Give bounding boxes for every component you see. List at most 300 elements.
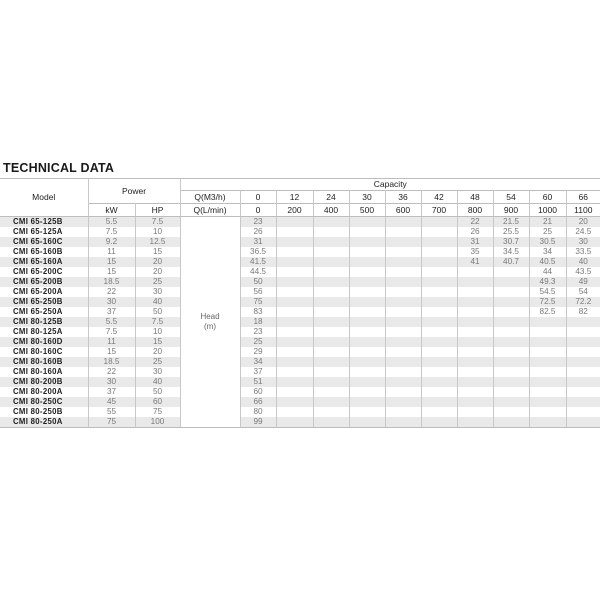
- head-value-cell: 56: [240, 287, 276, 297]
- head-value-cell: [421, 277, 457, 287]
- head-value-cell: [385, 237, 421, 247]
- model-cell: CMI 80-160D: [0, 337, 88, 347]
- head-value-cell: [349, 397, 385, 407]
- hp-cell: 15: [135, 247, 180, 257]
- head-value-cell: [313, 297, 349, 307]
- head-value-cell: [385, 347, 421, 357]
- kw-cell: 5.5: [88, 317, 135, 327]
- head-value-cell: 72.2: [566, 297, 600, 307]
- head-value-cell: [421, 267, 457, 277]
- technical-data-table: [0, 178, 600, 428]
- head-value-cell: [457, 367, 493, 377]
- head-value-cell: [421, 317, 457, 327]
- head-value-cell: 41: [457, 257, 493, 267]
- head-value-cell: [529, 377, 566, 387]
- head-value-cell: [529, 397, 566, 407]
- hp-cell: 15: [135, 337, 180, 347]
- model-cell: CMI 65-125B: [0, 217, 88, 228]
- kw-cell: 11: [88, 247, 135, 257]
- head-value-cell: [421, 247, 457, 257]
- head-value-cell: [276, 347, 313, 357]
- head-value-cell: [566, 387, 600, 397]
- q-m3h-value: 0: [240, 191, 276, 204]
- head-value-cell: 49.3: [529, 277, 566, 287]
- hp-header: HP: [135, 204, 180, 217]
- head-value-cell: 36.5: [240, 247, 276, 257]
- table-row: [0, 277, 600, 287]
- head-value-cell: [276, 247, 313, 257]
- head-value-cell: [349, 307, 385, 317]
- head-value-cell: [457, 397, 493, 407]
- head-value-cell: 30.5: [529, 237, 566, 247]
- head-value-cell: [566, 407, 600, 417]
- head-value-cell: [276, 407, 313, 417]
- hp-cell: 7.5: [135, 317, 180, 327]
- head-value-cell: [349, 277, 385, 287]
- head-value-cell: [313, 367, 349, 377]
- head-value-cell: 30: [566, 237, 600, 247]
- kw-cell: 75: [88, 417, 135, 428]
- head-value-cell: [313, 227, 349, 237]
- model-cell: CMI 65-200B: [0, 277, 88, 287]
- head-value-cell: [421, 237, 457, 247]
- model-cell: CMI 65-250B: [0, 297, 88, 307]
- head-value-cell: [421, 367, 457, 377]
- q-m3h-value: 54: [493, 191, 529, 204]
- table-row: [0, 347, 600, 357]
- head-value-cell: [457, 297, 493, 307]
- head-value-cell: [421, 407, 457, 417]
- kw-cell: 22: [88, 367, 135, 377]
- head-value-cell: [421, 287, 457, 297]
- head-value-cell: [349, 317, 385, 327]
- table-row: [0, 227, 600, 237]
- head-value-cell: [313, 247, 349, 257]
- q-lmin-value: 800: [457, 204, 493, 217]
- hp-cell: 100: [135, 417, 180, 428]
- model-header: Model: [0, 179, 88, 217]
- head-value-cell: [349, 237, 385, 247]
- head-value-cell: 40.5: [529, 257, 566, 267]
- head-value-cell: [385, 257, 421, 267]
- table-row: [0, 337, 600, 347]
- q-lmin-value: 200: [276, 204, 313, 217]
- hp-cell: 75: [135, 407, 180, 417]
- head-value-cell: [385, 407, 421, 417]
- head-value-cell: 54.5: [529, 287, 566, 297]
- head-value-cell: [385, 297, 421, 307]
- model-cell: CMI 65-200C: [0, 267, 88, 277]
- head-value-cell: [457, 317, 493, 327]
- head-value-cell: [349, 217, 385, 228]
- table-row: [0, 357, 600, 367]
- table-row: [0, 217, 600, 228]
- head-value-cell: [349, 407, 385, 417]
- head-value-cell: [421, 377, 457, 387]
- head-value-cell: [313, 307, 349, 317]
- head-value-cell: [313, 317, 349, 327]
- head-value-cell: 40.7: [493, 257, 529, 267]
- head-value-cell: 60: [240, 387, 276, 397]
- head-value-cell: [493, 347, 529, 357]
- head-value-cell: [349, 257, 385, 267]
- head-value-cell: 44: [529, 267, 566, 277]
- head-value-cell: 33.5: [575, 247, 592, 256]
- head-value-cell: [349, 387, 385, 397]
- head-value-cell: [313, 277, 349, 287]
- head-value-cell: [493, 417, 529, 428]
- head-value-cell: [385, 397, 421, 407]
- head-value-cell: 82: [578, 307, 588, 316]
- hp-cell: 10: [135, 227, 180, 237]
- head-value-cell: [385, 387, 421, 397]
- head-value-cell: 99: [240, 417, 276, 428]
- head-value-cell: 34: [240, 357, 276, 367]
- head-value-cell: [349, 227, 385, 237]
- head-value-cell: [349, 377, 385, 387]
- table-row: [0, 247, 600, 257]
- head-value-cell: [349, 327, 385, 337]
- head-value-cell: [493, 317, 529, 327]
- table-row: [0, 417, 600, 428]
- q-m3h-value: 12: [276, 191, 313, 204]
- head-value-cell: [529, 387, 566, 397]
- head-value-cell: [276, 397, 313, 407]
- head-value-cell: [385, 267, 421, 277]
- model-cell: CMI 80-160C: [0, 347, 88, 357]
- kw-cell: 45: [88, 397, 135, 407]
- model-cell: CMI 80-250B: [0, 407, 88, 417]
- head-value-cell: [457, 347, 493, 357]
- head-value-cell: 49: [566, 277, 600, 287]
- head-value-cell: [385, 277, 421, 287]
- head-value-cell: [349, 347, 385, 357]
- q-m3h-value: 48: [457, 191, 493, 204]
- head-value-cell: 66: [240, 397, 276, 407]
- head-value-cell: 34.5: [493, 247, 529, 257]
- head-value-cell: [313, 357, 349, 367]
- head-value-cell: [385, 307, 421, 317]
- head-value-cell: 80: [240, 407, 276, 417]
- head-value-cell: [529, 407, 566, 417]
- table-row: [0, 287, 600, 297]
- head-value-cell: [276, 227, 313, 237]
- head-value-cell: 50: [240, 277, 276, 287]
- head-value-cell: [457, 407, 493, 417]
- model-cell: CMI 80-125A: [0, 327, 88, 337]
- head-value-cell: 18: [240, 317, 276, 327]
- model-cell: CMI 80-160B: [0, 357, 88, 367]
- head-value-cell: [421, 257, 457, 267]
- model-cell: CMI 65-160C: [0, 237, 88, 247]
- head-value-cell: [493, 327, 529, 337]
- table-row: [0, 397, 600, 407]
- hp-cell: 7.5: [135, 217, 180, 228]
- head-value-cell: 35: [457, 247, 493, 257]
- head-value-cell: [493, 307, 529, 317]
- capacity-header: Capacity: [180, 179, 600, 191]
- table-row: [0, 297, 600, 307]
- head-value-cell: [529, 357, 566, 367]
- hp-cell: 40: [135, 377, 180, 387]
- model-cell: CMI 65-160B: [0, 247, 88, 257]
- head-value-cell: [421, 397, 457, 407]
- head-value-cell: [457, 377, 493, 387]
- head-value-cell: [385, 287, 421, 297]
- q-m3h-value: 66: [566, 191, 600, 204]
- table-row: [0, 387, 600, 397]
- hp-cell: 40: [135, 297, 180, 307]
- head-value-cell: 51: [240, 377, 276, 387]
- head-value-cell: [276, 357, 313, 367]
- model-cell: CMI 65-160A: [0, 257, 88, 267]
- page-title: TECHNICAL DATA: [3, 161, 115, 175]
- head-value-cell: [566, 377, 600, 387]
- q-m3h-value: 42: [421, 191, 457, 204]
- head-value-cell: [457, 327, 493, 337]
- kw-header: kW: [88, 204, 135, 217]
- head-value-cell: 25.5: [493, 227, 529, 237]
- head-value-cell: [313, 387, 349, 397]
- kw-cell: 37: [88, 307, 135, 317]
- kw-cell: 30: [88, 297, 135, 307]
- q-lmin-value: 1000: [529, 204, 566, 217]
- head-value-cell: [276, 417, 313, 428]
- head-value-cell: [529, 327, 566, 337]
- head-value-cell: 31: [240, 237, 276, 247]
- head-value-cell: [349, 247, 385, 257]
- head-value-cell: [313, 237, 349, 247]
- kw-cell: 22: [88, 287, 135, 297]
- head-value-cell: [493, 287, 529, 297]
- head-value-cell: [276, 217, 313, 228]
- hp-cell: 10: [135, 327, 180, 337]
- kw-cell: 11: [88, 337, 135, 347]
- head-value-cell: [493, 387, 529, 397]
- hp-cell: 25: [135, 357, 180, 367]
- head-value-cell: [276, 317, 313, 327]
- head-value-cell: [385, 247, 421, 257]
- q-m3h-value: 30: [349, 191, 385, 204]
- head-value-cell: [421, 387, 457, 397]
- head-value-cell: [457, 417, 493, 428]
- head-value-cell: [349, 367, 385, 377]
- model-cell: CMI 65-250A: [0, 307, 88, 317]
- head-value-cell: [566, 357, 600, 367]
- head-value-cell: [349, 297, 385, 307]
- kw-cell: 9.2: [88, 237, 135, 247]
- head-value-cell: [529, 337, 566, 347]
- head-value-cell: 26: [457, 227, 493, 237]
- kw-cell: 15: [88, 257, 135, 267]
- head-value-cell: [276, 237, 313, 247]
- head-value-cell: [566, 397, 600, 407]
- head-value-cell: [421, 357, 457, 367]
- head-value-cell: [313, 287, 349, 297]
- head-value-cell: [349, 287, 385, 297]
- model-cell: CMI 80-160A: [0, 367, 88, 377]
- kw-cell: 15: [88, 267, 135, 277]
- kw-cell: 7.5: [88, 327, 135, 337]
- head-value-cell: [313, 257, 349, 267]
- hp-cell: 12.5: [135, 237, 180, 247]
- hp-cell: 50: [135, 387, 180, 397]
- head-value-cell: 41.5: [240, 257, 276, 267]
- head-value-cell: 43.5: [575, 267, 592, 276]
- head-value-cell: [385, 377, 421, 387]
- hp-cell: 30: [135, 287, 180, 297]
- head-value-cell: 23: [240, 217, 276, 228]
- head-value-cell: [385, 227, 421, 237]
- head-value-cell: [276, 277, 313, 287]
- head-value-cell: 54: [578, 287, 588, 296]
- table-row: [0, 267, 600, 277]
- head-value-cell: [385, 367, 421, 377]
- head-value-cell: [529, 317, 566, 327]
- head-value-cell: [493, 337, 529, 347]
- head-value-cell: [421, 347, 457, 357]
- head-value-cell: [385, 317, 421, 327]
- q-lmin-value: 700: [421, 204, 457, 217]
- head-value-cell: [385, 327, 421, 337]
- head-value-cell: [529, 367, 566, 377]
- head-value-cell: 20: [566, 217, 600, 228]
- head-value-cell: [421, 227, 457, 237]
- head-value-cell: [349, 357, 385, 367]
- table-row: [0, 407, 600, 417]
- head-value-cell: [493, 397, 529, 407]
- model-cell: CMI 65-125A: [0, 227, 88, 237]
- head-value-cell: 30.7: [493, 237, 529, 247]
- head-value-cell: [457, 267, 493, 277]
- head-value-cell: [421, 417, 457, 428]
- head-value-cell: 25: [240, 337, 276, 347]
- kw-cell: 18.5: [88, 357, 135, 367]
- hp-cell: 30: [135, 367, 180, 377]
- head-value-cell: [276, 307, 313, 317]
- q-lmin-value: 600: [385, 204, 421, 217]
- table-row: [0, 367, 600, 377]
- head-value-cell: [457, 287, 493, 297]
- head-value-cell: [493, 297, 529, 307]
- head-value-cell: [385, 417, 421, 428]
- model-cell: CMI 80-200A: [0, 387, 88, 397]
- head-value-cell: [313, 377, 349, 387]
- model-cell: CMI 80-200B: [0, 377, 88, 387]
- table-row: [0, 327, 600, 337]
- head-value-cell: [276, 257, 313, 267]
- head-value-cell: [313, 417, 349, 428]
- head-value-cell: 34: [529, 247, 566, 257]
- head-value-cell: 24.5: [575, 227, 592, 236]
- head-value-cell: [313, 337, 349, 347]
- power-header: Power: [88, 179, 180, 204]
- head-value-cell: [276, 297, 313, 307]
- head-value-cell: [276, 367, 313, 377]
- q-lmin-value: 500: [349, 204, 385, 217]
- head-value-cell: [493, 367, 529, 377]
- q-lmin-value: 0: [240, 204, 276, 217]
- head-value-cell: 31: [457, 237, 493, 247]
- head-value-cell: 44.5: [240, 267, 276, 277]
- head-value-cell: [457, 277, 493, 287]
- head-value-cell: 21: [529, 217, 566, 228]
- head-value-cell: [313, 327, 349, 337]
- head-value-cell: [276, 267, 313, 277]
- head-value-cell: 75: [240, 297, 276, 307]
- q-m3h-value: 24: [313, 191, 349, 204]
- model-cell: CMI 80-250A: [0, 417, 88, 428]
- head-value-cell: 21.5: [493, 217, 529, 228]
- head-value-cell: [493, 267, 529, 277]
- head-value-cell: [421, 217, 457, 228]
- head-value-cell: 22: [457, 217, 493, 228]
- hp-cell: 20: [135, 267, 180, 277]
- kw-cell: 37: [88, 387, 135, 397]
- head-value-cell: [349, 417, 385, 428]
- table-row: [0, 317, 600, 327]
- head-label: Head: [200, 312, 220, 321]
- table-row: [0, 237, 600, 247]
- head-value-cell: [493, 407, 529, 417]
- head-value-cell: [457, 387, 493, 397]
- head-value-cell: [457, 337, 493, 347]
- head-value-cell: [457, 307, 493, 317]
- head-value-cell: 83: [240, 307, 276, 317]
- hp-cell: 25: [135, 277, 180, 287]
- hp-cell: 50: [135, 307, 180, 317]
- head-value-cell: [313, 407, 349, 417]
- head-value-cell: 26: [240, 227, 276, 237]
- head-value-cell: 25: [529, 227, 566, 237]
- model-cell: CMI 80-250C: [0, 397, 88, 407]
- head-value-cell: [276, 377, 313, 387]
- head-value-cell: 40: [566, 257, 600, 267]
- head-value-cell: [313, 217, 349, 228]
- head-label-cell: [180, 217, 240, 428]
- q-lmin-label: Q(L/min): [180, 204, 240, 217]
- head-value-cell: [457, 357, 493, 367]
- head-value-cell: [566, 367, 600, 377]
- table-row: [0, 257, 600, 267]
- head-value-cell: [566, 417, 600, 428]
- head-value-cell: [566, 317, 600, 327]
- table-row: [0, 307, 600, 317]
- head-value-cell: [493, 277, 529, 287]
- q-lmin-value: 1100: [566, 204, 600, 217]
- head-value-cell: [349, 267, 385, 277]
- model-cell: CMI 65-200A: [0, 287, 88, 297]
- head-value-cell: [493, 357, 529, 367]
- q-m3h-value: 36: [385, 191, 421, 204]
- hp-cell: 20: [135, 257, 180, 267]
- q-lmin-value: 400: [313, 204, 349, 217]
- head-unit: (m): [204, 322, 216, 331]
- head-value-cell: [385, 217, 421, 228]
- hp-cell: 60: [135, 397, 180, 407]
- kw-cell: 55: [88, 407, 135, 417]
- head-value-cell: 29: [240, 347, 276, 357]
- kw-cell: 15: [88, 347, 135, 357]
- head-value-cell: [349, 337, 385, 347]
- kw-cell: 30: [88, 377, 135, 387]
- q-lmin-value: 900: [493, 204, 529, 217]
- head-value-cell: [313, 397, 349, 407]
- kw-cell: 5.5: [88, 217, 135, 228]
- head-value-cell: 37: [240, 367, 276, 377]
- head-value-cell: [566, 327, 600, 337]
- head-value-cell: [276, 337, 313, 347]
